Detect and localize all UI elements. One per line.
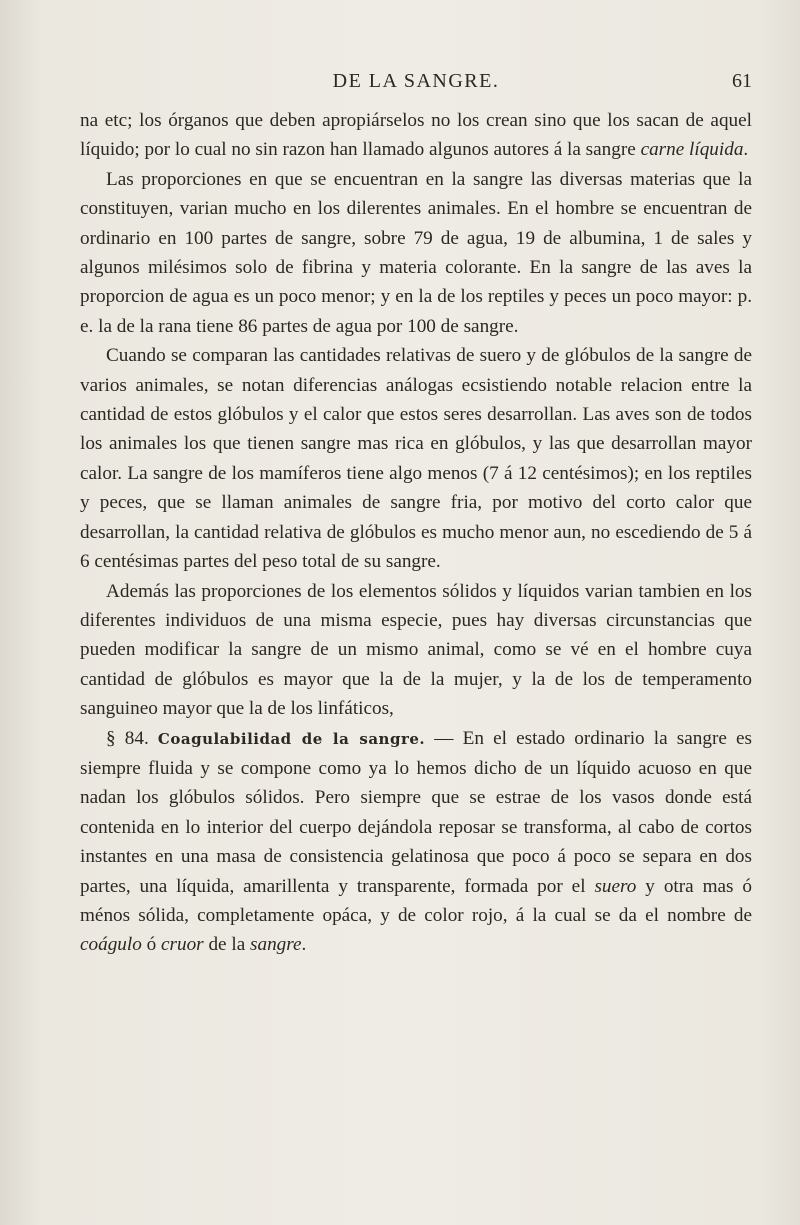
paragraph-5-text-b: y otra mas ó ménos sólida, completamente opáca, y de color rojo, á la cual se da el nombre de: [80, 875, 752, 926]
paragraph-1-emphasis: carne líquida: [640, 139, 744, 161]
term-suero: suero: [594, 875, 637, 897]
paragraph-5-end: .: [301, 934, 307, 956]
paragraph-5-text-d: de la: [203, 934, 251, 956]
paragraph-4: Además las proporciones de los elementos sólidos y líquidos varian tambien en los diferentes individuos de una misma especie, pues hay diversas circunstancias que pueden modificar la sangre de un mismo animal, como se vé en el hombre cuya cantidad de glóbulos es mayor que la de la mujer, y la de los de temperamento sanguineo mayor que la de los linfáticos,: [80, 580, 752, 720]
term-sangre: sangre: [250, 934, 302, 956]
section-title: Coagulabilidad de la sangre.: [157, 729, 426, 748]
paragraph-5: [80, 724, 752, 960]
paragraph-5-text-a: — En el estado ordinario la sangre es siempre fluida y se compone como ya lo hemos dicho de un líquido acuoso en que nadan los glóbulos sólidos. Pero siempre que se estrae de los vasos donde está contenida en lo interior del cuerpo dejándola reposar se transforma, al cabo de cortos instantes en una masa de consistencia gelatinosa que poco á poco se separa en dos partes, una líquida, amarillenta y transparente, formada por el: [80, 727, 753, 897]
body-text: [80, 106, 752, 960]
paragraph-5-text-c: ó: [141, 934, 162, 956]
page-header: [80, 66, 752, 100]
paragraph-1-text: na etc; los órganos que deben apropiárselos no los crean sino que los sacan de aquel líquido; por lo cual no sin razon han llamado algunos autores á la sangre: [80, 110, 752, 161]
term-cruor: cruor: [161, 934, 204, 956]
term-coagulo: coágulo: [80, 934, 142, 956]
paragraph-1: [80, 106, 752, 165]
page-number: 61: [732, 70, 752, 92]
running-head: DE LA SANGRE.: [332, 70, 500, 92]
section-number: § 84.: [106, 727, 149, 749]
paragraph-2: Las proporciones en que se encuentran en la sangre las diversas materias que la constituyen, varian mucho en los dilerentes animales. En el hombre se encuentran de ordinario en 100 partes de sangre, sobre 79 de agua, 19 de albumina, 1 de sales y algunos milésimos solo de fibrina y materia colorante. En la sangre de las aves la proporcion de agua es un poco menor; y en la de los reptiles y peces un poco mayor: p. e. la de la rana tiene 86 partes de agua por 100 de sangre.: [80, 168, 752, 337]
paragraph-3: Cuando se comparan las cantidades relativas de suero y de glóbulos de la sangre de varios animales, se notan diferencias análogas ecsistiendo notable relacion entre la cantidad de estos glóbulos y el calor que estos seres desarrollan. Las aves son de todos los animales los que tienen sangre mas rica en glóbulos, y las que desarrollan mayor calor. La sangre de los mamíferos tiene algo menos (7 á 12 centésimos); en los reptiles y peces, que se llaman animales de sangre fria, por motivo del corto calor que desarrollan, la cantidad relativa de glóbulos es mucho menor aun, no escediendo de 5 á 6 centésimas partes del peso total de su sangre.: [80, 345, 752, 573]
paragraph-1-end: .: [743, 139, 749, 161]
